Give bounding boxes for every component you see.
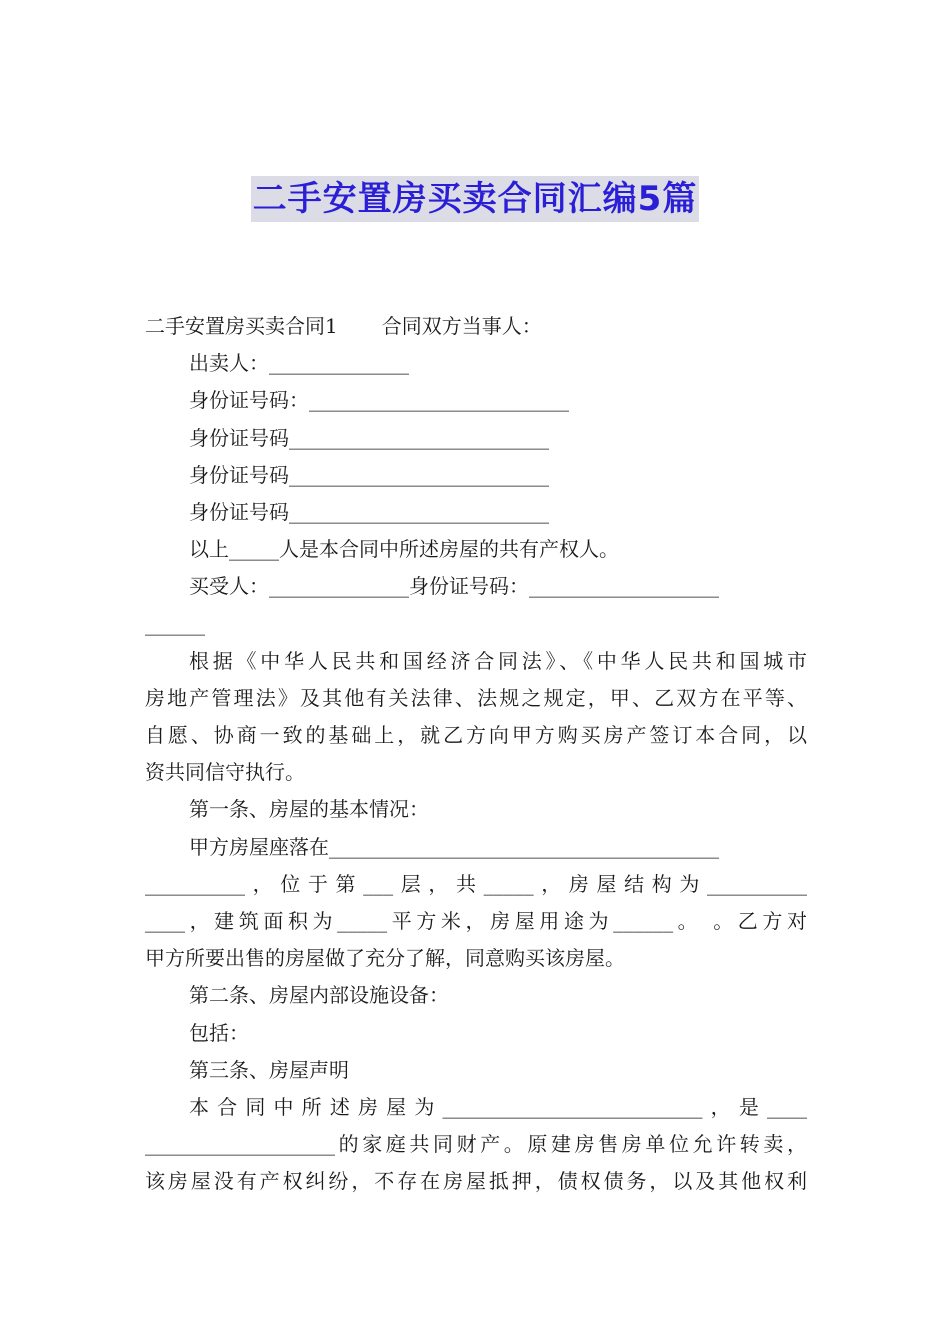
article-1-heading: 第一条、房屋的基本情况： — [189, 797, 429, 822]
seller-line: 出卖人：______________ — [189, 351, 409, 376]
id-number-line-3: 身份证号码__________________________ — [189, 462, 549, 487]
id-number-line-1: 身份证号码：__________________________ — [189, 388, 569, 413]
preamble-line-1: 根据《中华人民共和国经济合同法》、《中华人民共和国城市 — [189, 648, 807, 673]
preamble-line-4: 资共同信守执行。 — [145, 760, 305, 785]
buyer-line: 买受人：______________身份证号码：___________________ — [189, 574, 719, 599]
article-1-line-3: ____，建筑面积为_____平方米，房屋用途为______。 。乙方对 — [145, 909, 807, 933]
contract-heading: 二手安置房买卖合同1 — [145, 314, 338, 338]
article-2-line-1: 包括： — [189, 1020, 249, 1045]
article-3-heading: 第三条、房屋声明 — [189, 1057, 349, 1082]
title-container — [0, 176, 950, 222]
article-2-heading: 第二条、房屋内部设施设备： — [189, 983, 449, 1008]
id-number-line-4: 身份证号码__________________________ — [189, 499, 549, 524]
article-1-line-1: 甲方房屋座落在_______________________________________ — [189, 834, 719, 859]
preamble-line-2: 房地产管理法》及其他有关法律、法规之规定，甲、乙双方在平等、 — [145, 685, 807, 710]
article-3-line-2: ___________________的家庭共同财产。原建房售房单位允许转卖， — [145, 1132, 807, 1157]
parties-label: 合同双方当事人： — [381, 314, 542, 338]
article-3-line-3: 该房屋没有产权纠纷，不存在房屋抵押，债权债务，以及其他权利 — [145, 1169, 807, 1194]
article-1-line-4: 甲方所要出售的房屋做了充分了解，同意购买该房屋。 — [145, 946, 625, 971]
preamble-line-3: 自愿、协商一致的基础上，就乙方向甲方购买房产签订本合同，以 — [145, 723, 807, 748]
article-3-line-1: 本合同中所述房屋为__________________________，是____ — [189, 1094, 807, 1119]
document-title: 二手安置房买卖合同汇编5篇 — [251, 176, 700, 222]
document-body — [145, 308, 807, 1201]
id-number-line-2: 身份证号码__________________________ — [189, 425, 549, 450]
contract-heading-line — [145, 308, 807, 345]
article-1-line-2: __________，位于第___层，共_____，房屋结构为__________ — [145, 871, 807, 896]
co-owners-line: 以上_____人是本合同中所述房屋的共有产权人。 — [189, 537, 619, 562]
buyer-line-continued: ______ — [145, 611, 205, 636]
